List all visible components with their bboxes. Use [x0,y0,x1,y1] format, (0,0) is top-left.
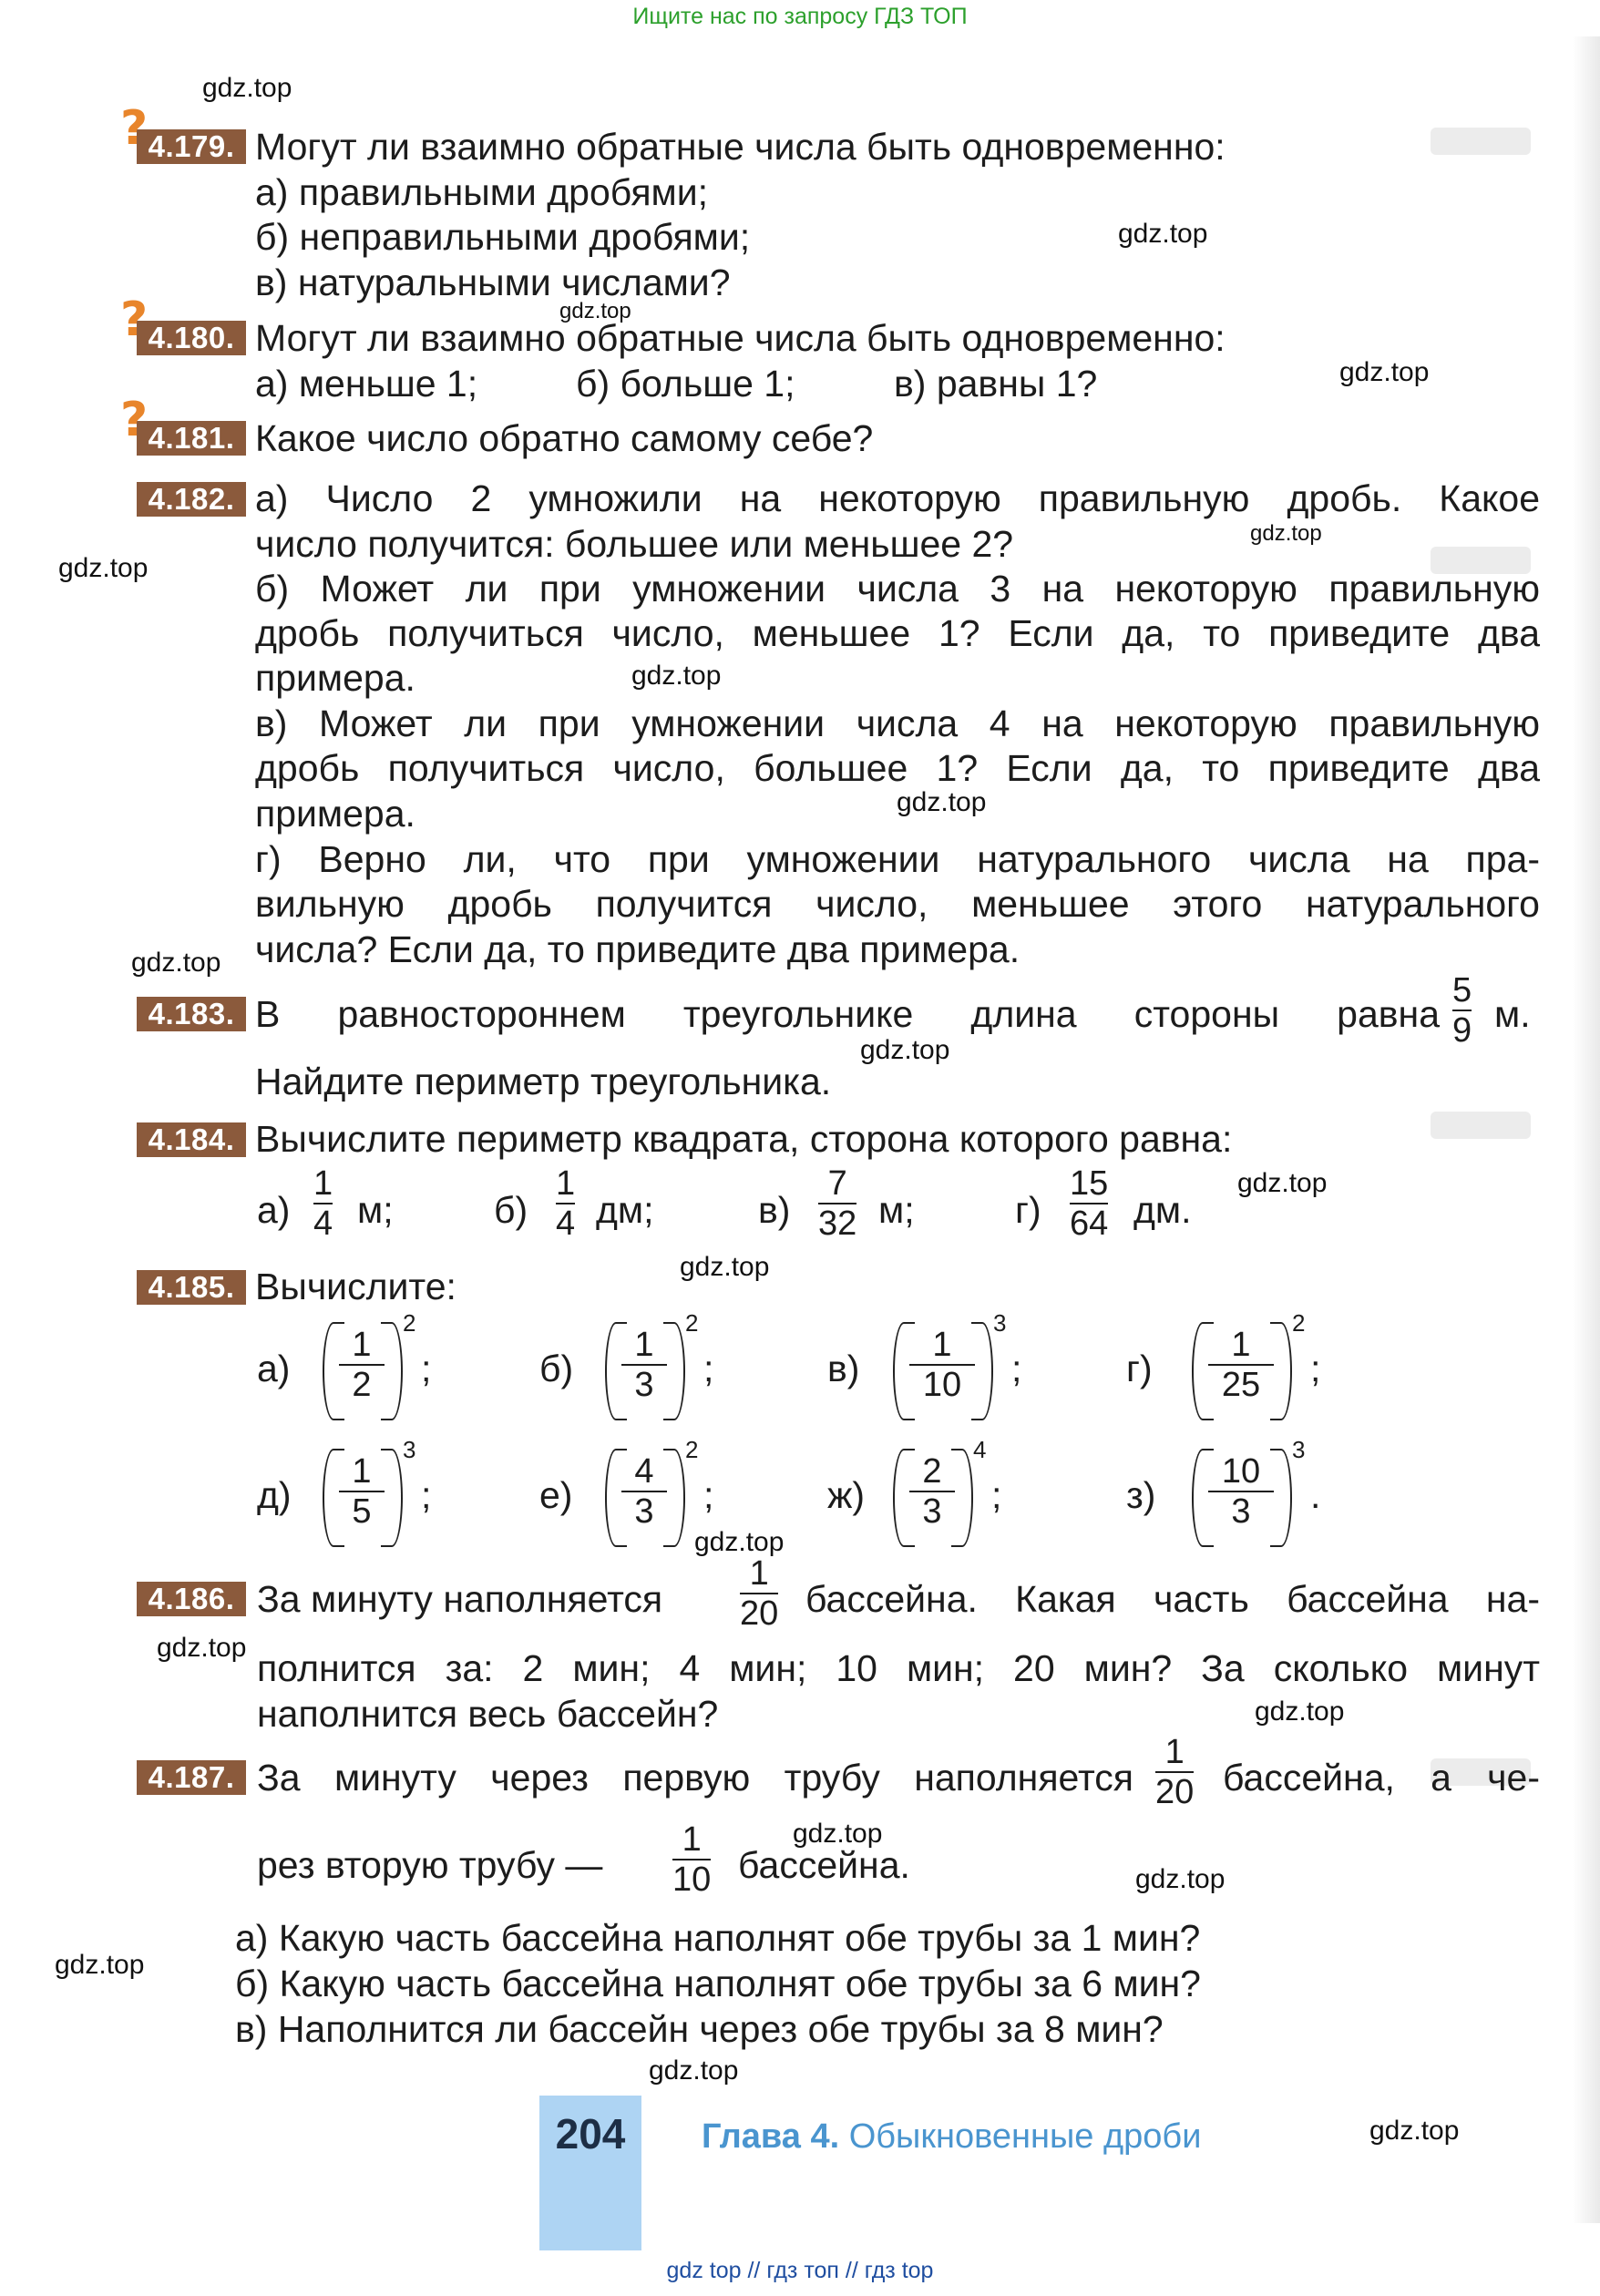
question-mark-icon: ? [120,101,149,156]
denominator: 3 [634,1492,654,1531]
problem-text: число получится: большее или меньшее 2? [255,523,1014,565]
watermark: gdz.top [680,1252,770,1282]
item-label: з) [1126,1474,1156,1516]
numerator: 1 [313,1164,333,1203]
denominator: 4 [556,1204,576,1243]
punctuation: ; [1310,1348,1321,1389]
item-label: г) [1126,1348,1153,1389]
page-edge-shadow [1573,36,1600,2223]
problem-text: Вычислите периметр квадрата, сторона которого равна: [255,1118,1233,1160]
right-parenthesis [381,1322,403,1420]
denominator: 20 [1155,1773,1195,1811]
fraction [818,1164,856,1243]
watermark: gdz.top [1135,1864,1226,1894]
punctuation: ; [421,1474,432,1516]
right-parenthesis [663,1322,685,1420]
fraction [339,1326,385,1404]
exponent: 4 [973,1436,987,1463]
denominator: 9 [1452,1011,1472,1050]
fraction [909,1452,955,1531]
fraction [313,1164,333,1243]
fraction [1155,1733,1194,1811]
watermark: gdz.top [157,1633,247,1663]
watermark: gdz.top [631,661,722,691]
fraction [1070,1164,1108,1243]
exponent: 2 [685,1436,699,1463]
right-parenthesis [381,1449,403,1547]
watermark: gdz.top [1255,1696,1345,1727]
chapter-title [702,2117,1201,2157]
unit: м. [1494,993,1531,1035]
exponent: 3 [1292,1436,1306,1463]
exponent: 3 [403,1436,416,1463]
denominator: 10 [672,1860,712,1899]
item-label: а) [257,1348,291,1389]
fraction [621,1452,667,1531]
item-label: д) [257,1474,292,1516]
denominator: 3 [1231,1492,1251,1531]
item-label: б) [539,1348,574,1389]
right-parenthesis [1270,1322,1292,1420]
problem-text: бассейна, а че- [1223,1757,1540,1799]
right-parenthesis [663,1449,685,1547]
problem-text: в) Может ли при умножении числа 4 на некоторую правильную [255,702,1540,744]
problem-text: а) Число 2 умножили на некоторую правильную дробь. Какое [255,477,1540,519]
problem-text: бассейна. Какая часть бассейна на- [805,1578,1540,1620]
problem-text: наполнится весь бассейн? [257,1693,719,1735]
watermark: gdz.top [1250,521,1322,546]
item-label: ж) [827,1474,866,1516]
denominator: 2 [352,1366,372,1404]
watermark: gdz.top [559,299,631,323]
fraction [339,1452,385,1531]
watermark: gdz.top [1369,2116,1460,2146]
item-label: е) [539,1474,573,1516]
numerator: 1 [634,1326,654,1364]
punctuation: ; [421,1348,432,1389]
unit: м; [357,1189,394,1231]
numerator: 1 [352,1452,372,1491]
problem-text: вильную дробь получится число, меньшее этого натурального [255,883,1540,925]
problem-text: рез вторую трубу — [257,1844,603,1886]
problem-text: б) неправильными дробями; [255,216,751,258]
denominator: 32 [818,1204,857,1243]
exponent: 2 [685,1309,699,1337]
problem-number: 4.180. [137,321,246,355]
watermark: gdz.top [860,1035,950,1065]
problem-text: В равностороннем треугольнике длина стороны равна [255,993,1440,1035]
bleed-through [1431,128,1531,155]
right-parenthesis [971,1322,993,1420]
watermark: gdz.top [1118,219,1208,249]
problem-text: примера. [255,657,415,699]
numerator: 1 [1164,1733,1185,1771]
watermark: gdz.top [202,73,292,103]
watermark: gdz.top [649,2055,739,2086]
bottom-banner[interactable]: gdz top // гдз топ // гдз top [666,2258,934,2283]
problem-text: числа? Если да, то приведите два примера. [255,928,1021,970]
numerator: 1 [682,1820,702,1859]
numerator: 1 [1231,1326,1251,1364]
problem-text: бассейна. [738,1844,910,1886]
denominator: 4 [313,1204,333,1243]
watermark: gdz.top [793,1819,883,1849]
problem-text: в) натуральными числами? [255,261,731,303]
numerator: 1 [932,1326,952,1364]
problem-text: дробь получиться число, большее 1? Если да, то приведите два [255,747,1540,789]
problem-text: примера. [255,793,415,835]
item-label: а) [257,1189,291,1231]
numerator: 2 [922,1452,942,1491]
problem-number: 4.179. [137,129,246,164]
denominator: 3 [634,1366,654,1404]
unit: м; [878,1189,915,1231]
numerator: 7 [827,1164,847,1203]
problem-text: а) правильными дробями; [255,171,709,213]
watermark: gdz.top [58,553,149,583]
numerator: 1 [352,1326,372,1364]
problem-text: б) Какую часть бассейна наполнят обе трубы за 6 мин? [235,1963,1201,2004]
problem-text: г) Верно ли, что при умножении натурального числа на пра- [255,838,1540,880]
watermark: gdz.top [694,1527,785,1557]
page-number: 204 [555,2110,626,2158]
watermark: gdz.top [1339,357,1430,387]
chapter-number: Глава 4. [702,2117,840,2156]
problem-number: 4.184. [137,1122,246,1157]
exponent: 2 [1292,1309,1306,1337]
fraction [740,1554,778,1633]
fraction [909,1326,975,1404]
problem-text: За минуту наполняется [257,1578,663,1620]
item-label: г) [1015,1189,1041,1231]
numerator: 1 [749,1554,769,1593]
problem-number: 4.183. [137,997,246,1031]
numerator: 10 [1221,1452,1261,1491]
fraction [1208,1452,1274,1531]
problem-number: 4.186. [137,1582,246,1616]
fraction [1452,971,1472,1050]
problem-text: а) меньше 1; [255,363,478,405]
problem-text: в) Наполнится ли бассейн через обе трубы за 8 мин? [235,2008,1164,2050]
item-label: в) [758,1189,791,1231]
question-mark-icon: ? [120,393,149,447]
problem-number: 4.187. [137,1760,246,1795]
watermark: gdz.top [131,948,221,978]
exponent: 3 [993,1309,1007,1337]
right-parenthesis [951,1449,973,1547]
denominator: 10 [922,1366,962,1404]
punctuation: ; [1011,1348,1022,1389]
problem-text: Могут ли взаимно обратные числа быть одновременно: [255,317,1226,359]
unit: дм. [1133,1189,1192,1231]
numerator: 15 [1070,1164,1109,1203]
problem-text: в) равны 1? [894,363,1098,405]
item-label: б) [494,1189,528,1231]
exponent: 2 [403,1309,416,1337]
denominator: 25 [1221,1366,1261,1404]
problem-number: 4.181. [137,421,246,456]
problem-text: Найдите периметр треугольника. [255,1061,832,1102]
denominator: 5 [352,1492,372,1531]
problem-text: Могут ли взаимно обратные числа быть одновременно: [255,126,1226,168]
problem-text: дробь получиться число, меньшее 1? Если да, то приведите два [255,612,1540,654]
unit: дм; [596,1189,654,1231]
problem-text: Какое число обратно самому себе? [255,417,874,459]
fraction [556,1164,575,1243]
punctuation: ; [703,1474,714,1516]
denominator: 20 [740,1594,779,1633]
numerator: 4 [634,1452,654,1491]
problem-number: 4.185. [137,1270,246,1305]
question-mark-icon: ? [120,292,149,347]
fraction [672,1820,711,1899]
numerator: 1 [556,1164,576,1203]
punctuation: ; [991,1474,1002,1516]
denominator: 64 [1070,1204,1109,1243]
problem-text: б) больше 1; [576,363,795,405]
item-label: в) [827,1348,860,1389]
problem-text: а) Какую часть бассейна наполнят обе трубы за 1 мин? [235,1917,1201,1959]
top-banner[interactable]: Ищите нас по запросу ГДЗ ТОП [632,4,968,29]
punctuation: ; [703,1348,714,1389]
problem-text: За минуту через первую трубу наполняется [257,1757,1133,1799]
fraction [1208,1326,1274,1404]
watermark: gdz.top [55,1950,145,1980]
problem-text: б) Может ли при умножении числа 3 на некоторую правильную [255,568,1540,610]
fraction [621,1326,667,1404]
problem-text: полнится за: 2 мин; 4 мин; 10 мин; 20 мин? За сколько минут [257,1647,1540,1689]
problem-number: 4.182. [137,482,246,517]
numerator: 5 [1452,971,1472,1010]
watermark: gdz.top [897,787,987,817]
denominator: 3 [922,1492,942,1531]
chapter-name: Обыкновенные дроби [848,2117,1202,2156]
punctuation: . [1310,1474,1321,1516]
bleed-through [1431,1112,1531,1139]
problem-text: Вычислите: [255,1266,456,1307]
right-parenthesis [1270,1449,1292,1547]
watermark: gdz.top [1237,1168,1328,1198]
